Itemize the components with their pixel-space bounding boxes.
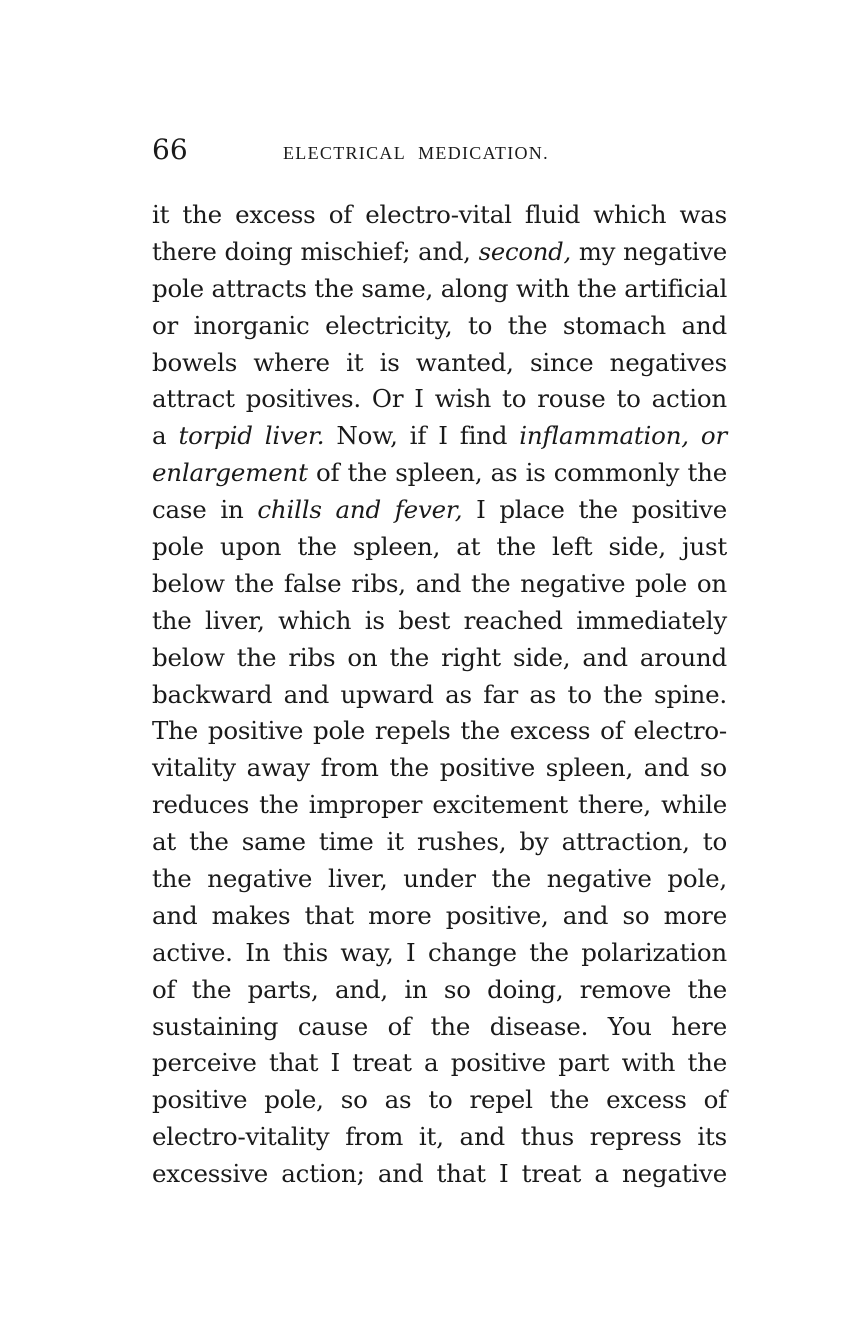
text-line	[152, 197, 727, 234]
text-line	[152, 381, 727, 418]
running-title: ELECTRICAL MEDICATION.	[283, 143, 549, 163]
body-text	[152, 197, 727, 1193]
text-line	[152, 824, 727, 861]
text-segment: active. In this way, I change the polarization	[152, 937, 727, 967]
text-line	[152, 1082, 727, 1119]
text-segment: it the excess of electro-vital fluid which was	[152, 200, 727, 229]
text-segment: attract positives. Or I wish to rouse to action	[152, 384, 727, 414]
text-segment: below the ribs on the right side, and around	[152, 642, 727, 672]
text-segment: reduces the improper excitement there, while	[152, 790, 727, 820]
text-line	[152, 603, 727, 640]
text-line	[152, 529, 727, 566]
text-segment: pole attracts the same, along with the artificial	[152, 273, 728, 303]
text-segment: at the same time it rushes, by attraction, to	[152, 827, 727, 857]
text-line	[152, 972, 727, 1009]
text-line	[152, 750, 727, 787]
text-line	[152, 1119, 727, 1156]
text-line	[152, 308, 727, 345]
text-segment: The positive pole repels the excess of electro-	[152, 716, 727, 746]
text-line	[152, 566, 727, 603]
text-segment: of the spleen, as is commonly the	[307, 458, 727, 488]
text-line	[152, 935, 727, 972]
page-header	[152, 133, 727, 173]
page-number: 66	[152, 133, 188, 166]
text-line	[152, 271, 727, 308]
text-segment: and makes that more positive, and so more	[152, 900, 727, 930]
text-segment: of the parts, and, in so doing, remove the	[152, 974, 727, 1004]
text-line	[152, 898, 727, 935]
text-segment: case in	[152, 495, 258, 525]
text-line	[152, 787, 727, 824]
text-segment: my negative	[571, 236, 727, 266]
text-segment: positive pole, so as to repel the excess of	[152, 1085, 727, 1115]
text-line	[152, 861, 727, 898]
text-line	[152, 492, 727, 529]
text-line	[152, 677, 727, 714]
text-segment-italic: chills and fever,	[257, 495, 463, 525]
text-line	[152, 640, 727, 677]
text-segment-italic: second,	[478, 236, 572, 266]
text-line	[152, 713, 727, 750]
text-segment: sustaining cause of the disease. You here	[152, 1011, 727, 1041]
text-segment: I place the positive	[462, 495, 728, 525]
text-line	[152, 234, 727, 271]
text-segment: there doing mischief; and,	[152, 236, 479, 266]
text-segment: electro-vitality from it, and thus repress its	[152, 1122, 727, 1152]
text-segment: excessive action; and that I treat a negative	[152, 1159, 727, 1189]
text-segment: the liver, which is best reached immediately	[152, 605, 727, 635]
text-segment: the negative liver, under the negative pole,	[152, 864, 727, 894]
text-line	[152, 418, 727, 455]
text-segment: perceive that I treat a positive part with the	[152, 1048, 727, 1078]
text-line	[152, 345, 727, 382]
text-segment: or inorganic electricity, to the stomach and	[152, 310, 727, 340]
text-segment-italic: torpid liver.	[178, 421, 325, 451]
text-segment: vitality away from the positive spleen, and so	[152, 753, 727, 783]
text-segment: backward and upward as far as to the spine.	[152, 679, 727, 709]
text-segment: bowels where it is wanted, since negatives	[152, 347, 727, 377]
text-line	[152, 1156, 727, 1193]
text-segment-italic: enlargement	[152, 458, 308, 488]
text-segment-italic: inflammation, or	[519, 421, 727, 451]
text-line	[152, 1045, 727, 1082]
text-segment: Now, if I find	[324, 421, 520, 451]
text-line	[152, 455, 727, 492]
text-segment: below the false ribs, and the negative pole on	[152, 568, 727, 598]
text-line	[152, 1009, 727, 1046]
text-segment: a	[152, 421, 179, 451]
text-segment: pole upon the spleen, at the left side, just	[152, 532, 727, 562]
